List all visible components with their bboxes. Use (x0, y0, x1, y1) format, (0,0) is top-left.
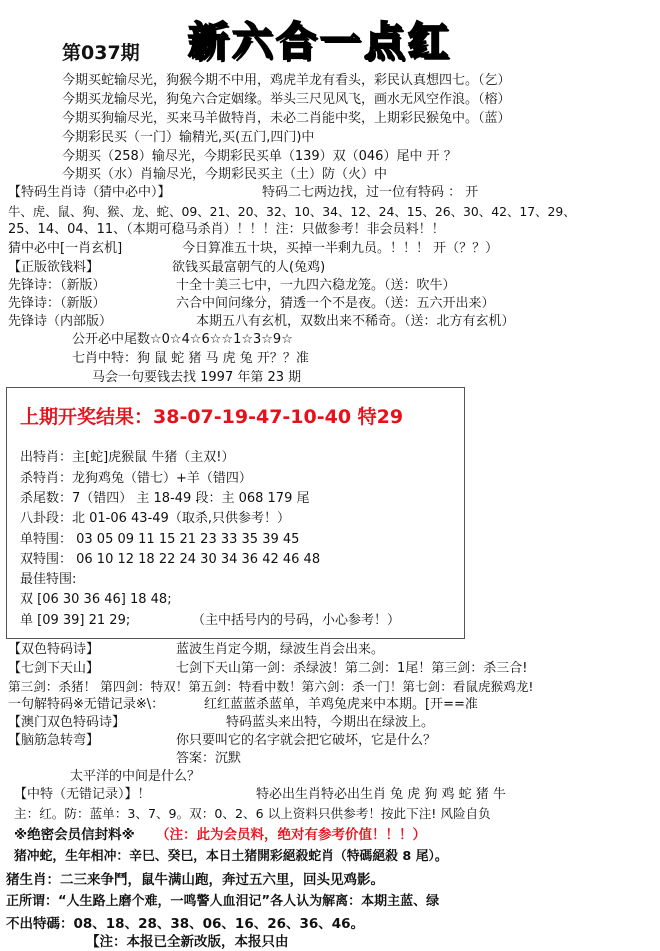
top-line-3: 今期买狗输尽光，买来马羊做特肖，未必二肖能中奖，上期彩民猴兔中。（蓝） (62, 111, 511, 126)
color-poem-title: 【双色特码诗】 (8, 642, 100, 657)
top-line-1: 今期买蛇输尽光，狗猴今期不中用，鸡虎羊龙有看头，彩民认真想四七。（乞） (62, 73, 511, 88)
top-line-6: 今期买（水）肖输尽光，今期彩民买主（土）防（火）中 (62, 167, 388, 182)
result-note: （主中括号内的号码，小心参考！） (192, 613, 401, 628)
result-title: 上期开奖结果：38-07-19-47-10-40 特29 (20, 406, 404, 428)
secret-note: （注：此为会员料，绝对有参考价值！！！） (156, 827, 426, 843)
result-row-2: 杀特肖：龙狗鸡兔（错七）+羊（错四） (20, 471, 252, 486)
result-row-3: 杀尾数：7（错四） 主 18-49 段：主 068 179 尾 (20, 491, 310, 506)
result-row-4: 八卦段：北 01-06 43-49（取杀,只供参考！） (20, 511, 290, 526)
macau-title: 【澳门双色特码诗】 (8, 715, 126, 730)
top-line-4: 今期彩民买（一门）输精光,买(五门,四门)中 (62, 130, 315, 145)
pioneer-text-3: 本期五八有玄机，双数出来不稀奇。（送：北方有玄机） (196, 314, 515, 329)
result-row-6: 双特围： 06 10 12 18 22 24 30 34 36 42 46 48 (20, 552, 321, 567)
pioneer-label-2: 先锋诗：（新版） (8, 296, 106, 311)
main-line: 主：红。防：蓝单：3、7、9。双：0、2、6 以上资料只供参考！按此下注! 风险自负 (14, 806, 491, 821)
pig-zodiac: 猪生肖：二三来争鬥，鼠牛满山跑，奔过五六里，回头见鸡影。 (6, 872, 384, 888)
seven-zodiac: 七肖中特：狗 鼠 蛇 猪 马 虎 兔 开？？准 (72, 351, 309, 366)
issue-number: 第037期 (62, 42, 140, 64)
code-title: 一句解特码※无错记录※\： (8, 697, 165, 712)
special-poem-text: 特码二七两边找，过一位有特码 ： 开 (262, 185, 479, 200)
code-text: 红红蓝蓝杀蓝单，羊鸡兔虎来中本期。[开==准 (204, 697, 478, 712)
special-poem-title: 【特码生肖诗（猜中必中）】 (8, 185, 171, 200)
result-row-8: 双 [06 30 36 46] 18 48; (20, 592, 172, 607)
result-row-1: 出特肖：主[蛇]虎猴鼠 牛猪（主双!） (20, 450, 235, 465)
result-row-7: 最佳特围: (20, 572, 77, 587)
secret-prefix: ※绝密会员信封料※ (14, 827, 135, 843)
color-poem-text: 蓝波生肖定今期，绿波生肖会出来。 (176, 642, 385, 657)
guess-text: 今日算准五十块，买掉一半剩九员。！！！ 开（？？） (182, 241, 499, 256)
macau-text: 特码蓝头来出特，今期出在绿波上。 (226, 715, 435, 730)
pioneer-text-1: 十全十美三七中，一九四六稳龙笼。（送：吹牛） (176, 278, 456, 293)
not-out-numbers: 不出特碼：08、18、28、38、06、16、26、36、46。 (6, 916, 365, 932)
special-list-1: 牛、虎、鼠、狗、猴、龙、蛇、09、21、20、32、10、34、12、24、15、26、30、42、17、29、 (8, 204, 576, 219)
top-line-5: 今期买（258）输尽光，今期彩民买单（139）双（046）尾中 开 ？ (62, 149, 457, 164)
pioneer-label-3: 先锋诗（内部版） (8, 314, 113, 329)
brain-answer: 答案：沉默 (176, 751, 242, 766)
money-title: 【正版欲钱料】 (8, 260, 100, 275)
sword-title: 【七剑下天山】 (8, 661, 100, 676)
brain-title: 【脑筋急转弯】 (8, 733, 100, 748)
pioneer-label-1: 先锋诗：（新版） (8, 278, 106, 293)
newspaper-logo: 新六合一点红 (188, 19, 452, 65)
pig-line: 猪冲蛇，生年相冲：辛巳、癸巳，本日土猪開彩絕殺蛇肖（特碼絕殺 8 尾）。 (14, 849, 448, 864)
guess-title: 猜中必中[一肖玄机] (8, 241, 123, 256)
result-row-9: 单 [09 39] 21 29; (20, 613, 131, 628)
top-line-2: 今期买龙输尽光，狗兔六合定姻缘。举头三尺见风飞，画水无风空作浪。（榕） (62, 92, 511, 107)
zhongte-text: 特必出生肖特必出生肖 兔 虎 狗 鸡 蛇 猪 牛 (256, 787, 506, 802)
result-row-5: 单特围： 03 05 09 11 15 21 23 33 35 39 45 (20, 532, 300, 547)
tail-numbers: 公开必中尾数☆0☆4☆6☆☆1☆3☆9☆ (72, 332, 293, 347)
pacific-question: 太平洋的中间是什么？ (70, 769, 201, 784)
money-text: 欲钱买最富朝气的人(兔鸡) (172, 260, 326, 275)
horse-club-line: 马会一句要钱去找 1997 年第 23 期 (92, 370, 302, 385)
sword-text-1: 七剑下天山第一剑：杀绿波！第二剑：1尾！第三剑：杀三合! (176, 661, 528, 676)
footer-note: 【注：本报已全新改版，本报只由 (86, 934, 289, 950)
zhongte-title: 【中特（无错记录）】！ (14, 787, 151, 802)
sword-text-2: 第三剑：杀猪！ 第四剑：特双！第五剑：特看中数！第六剑：杀一门！第七剑：看鼠虎猴鸡龙! (8, 679, 534, 694)
pioneer-text-2: 六合中间问缘分，猜透一个不是夜。（送：五六开出来） (176, 296, 495, 311)
brain-text: 你只要叫它的名字就会把它破坏，它是什么？ (176, 733, 437, 748)
special-list-2: 25、14、04、11、（本期可稳马杀肖）！！！注：只做参考！非会员料！！ (8, 222, 445, 237)
proverb: 正所谓：“人生路上磨个难，一鸣警人血泪记”各人认为解离：本期主蓝、绿 (6, 894, 440, 909)
